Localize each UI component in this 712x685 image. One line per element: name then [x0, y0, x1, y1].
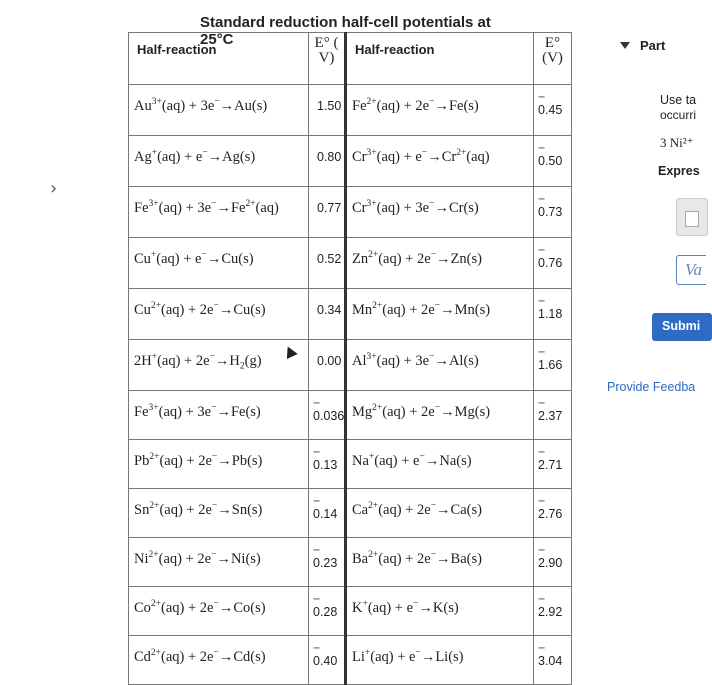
table-row [129, 587, 572, 636]
table-row [129, 136, 572, 187]
table-header-row [129, 33, 572, 85]
half-reaction-header-right: Half-reaction [346, 33, 534, 85]
half-reaction-cell-right: $Cr^{3+}(aq) + e^-\to Cr^{2+}(aq)$ [346, 136, 534, 187]
table-row [129, 489, 572, 538]
half-reaction-cell-left: $Cd^{2+}(aq) + 2e^-\to Cd(s)$ [129, 636, 309, 685]
half-reaction-cell-right: $Al^{3+}(aq) + 3e^-\to Al(s)$ [346, 340, 534, 391]
potential-cell-right: − 2.92 [534, 587, 572, 636]
half-reaction-cell-right: $Mg^{2+}(aq) + 2e^-\to Mg(s)$ [346, 391, 534, 440]
table-row [129, 187, 572, 238]
half-reaction-header-left: Half-reaction [129, 33, 309, 85]
half-reaction-cell-right: $Ba^{2+}(aq) + 2e^-\to Ba(s)$ [346, 538, 534, 587]
potential-cell-left: − 0.28 [309, 587, 346, 636]
potential-cell-right: − 0.45 [534, 85, 572, 136]
express-instruction: Expres [658, 164, 700, 178]
table-row [129, 340, 572, 391]
potential-cell-right: − 2.90 [534, 538, 572, 587]
instruction-text-2: occurri [660, 108, 697, 122]
half-reaction-cell-right: Na+(aq) + e−→Na(s) [346, 440, 534, 489]
potential-header-right: E° (V) [534, 33, 572, 85]
table-title: Standard reduction half-cell potentials at 25°C [200, 14, 491, 48]
potential-cell-right: − 2.76 [534, 489, 572, 538]
half-reaction-cell-left: Cu+(aq) + e−→Cu(s) [129, 238, 309, 289]
half-reaction-cell-left: $Sn^{2+}(aq) + 2e^-\to Sn(s)$ [129, 489, 309, 538]
potential-cell-left: − 0.036 [309, 391, 346, 440]
table-row [129, 85, 572, 136]
half-reaction-cell-right: Li+(aq) + e−→Li(s) [346, 636, 534, 685]
potential-cell-right: − 3.04 [534, 636, 572, 685]
potential-cell-left: − 0.13 [309, 440, 346, 489]
half-reaction-cell-right: $Zn^{2+}(aq) + 2e^-\to Zn(s)$ [346, 238, 534, 289]
reaction-fragment: 3 Ni²⁺ [660, 135, 694, 150]
potential-cell-right: − 2.37 [534, 391, 572, 440]
chevron-left-icon[interactable]: › [50, 178, 58, 199]
potential-cell-right: − 0.76 [534, 238, 572, 289]
potential-cell-left: 0.34 [309, 289, 346, 340]
potential-cell-right: − 0.50 [534, 136, 572, 187]
potential-cell-left: 0.52 [309, 238, 346, 289]
half-reaction-cell-right: $Mn^{2+}(aq) + 2e^-\to Mn(s)$ [346, 289, 534, 340]
half-reaction-cell-left: $2H^+(aq) + 2e^-\to H_2(g)$ [129, 340, 309, 391]
submit-button[interactable]: Submi [652, 313, 712, 341]
provide-feedback-link[interactable]: Provide Feedba [607, 380, 696, 394]
answer-input[interactable]: Va [676, 255, 706, 285]
half-reaction-cell-left: $Ni^{2+}(aq) + 2e^-\to Ni(s)$ [129, 538, 309, 587]
potential-cell-left: − 0.14 [309, 489, 346, 538]
half-reaction-cell-left: $Co^{2+}(aq) + 2e^-\to Co(s)$ [129, 587, 309, 636]
half-reaction-cell-left: $Fe^{3+}(aq) + 3e^-\to Fe(s)$ [129, 391, 309, 440]
potential-cell-left: − 0.23 [309, 538, 346, 587]
triangle-down-icon[interactable] [620, 42, 630, 49]
potential-cell-right: − 2.71 [534, 440, 572, 489]
half-reaction-cell-left: $Cu^{2+}(aq) + 2e^-\to Cu(s)$ [129, 289, 309, 340]
potential-cell-left: 0.77 [309, 187, 346, 238]
table-row [129, 238, 572, 289]
potential-cell-left: 0.80 [309, 136, 346, 187]
table-row [129, 289, 572, 340]
half-reaction-cell-right: K+(aq) + e−→K(s) [346, 587, 534, 636]
potential-cell-right: − 1.18 [534, 289, 572, 340]
half-reaction-cell-right: $Cr^{3+}(aq) + 3e^-\to Cr(s)$ [346, 187, 534, 238]
table-row [129, 440, 572, 489]
half-reaction-cell-right: $Fe^{2+}(aq) + 2e^-\to Fe(s)$ [346, 85, 534, 136]
potential-cell-left: − 0.40 [309, 636, 346, 685]
half-reaction-cell-left: $Fe^{3+}(aq) + 3e^-\to Fe^{2+}(aq)$ [129, 187, 309, 238]
half-reaction-cell-left: $Au^{3+}(aq) + 3e^-\to Au(s)$ [129, 85, 309, 136]
potential-cell-left: 1.50 [309, 85, 346, 136]
half-reaction-cell-left: $Pb^{2+}(aq) + 2e^-\to Pb(s)$ [129, 440, 309, 489]
potential-cell-right: − 0.73 [534, 187, 572, 238]
table-row [129, 636, 572, 685]
potential-header-left: E° ( V) [309, 33, 346, 85]
half-reaction-cell-left: Ag+(aq) + e−→Ag(s) [129, 136, 309, 187]
table-row [129, 391, 572, 440]
half-reaction-cell-right: $Ca^{2+}(aq) + 2e^-\to Ca(s)$ [346, 489, 534, 538]
table-row [129, 538, 572, 587]
potential-cell-left: 0.00 [309, 340, 346, 391]
part-heading[interactable]: Part [640, 38, 666, 53]
template-icon[interactable] [676, 198, 708, 236]
reduction-potentials-table [128, 32, 572, 685]
instruction-text: Use ta [660, 93, 697, 107]
potential-cell-right: − 1.66 [534, 340, 572, 391]
